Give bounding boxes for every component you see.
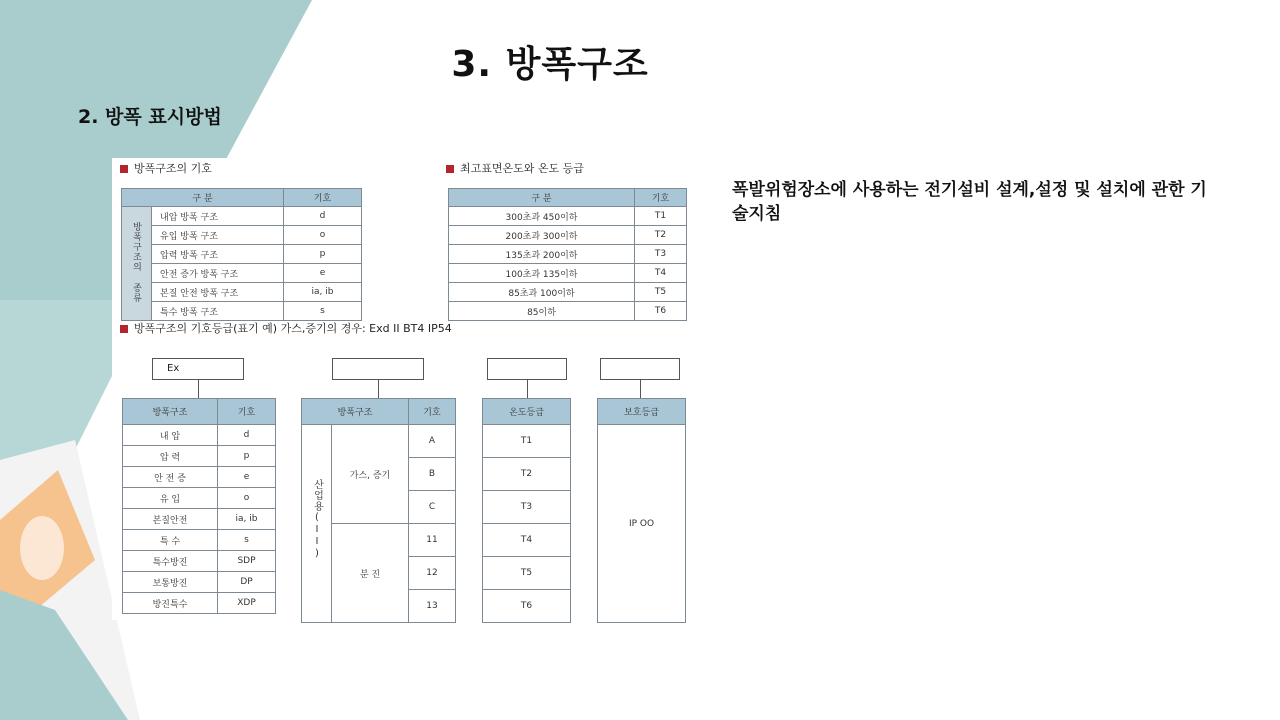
table-cell: 방진특수 — [123, 593, 218, 614]
connector-line — [378, 380, 379, 398]
table-cell: 내압 방폭 구조 — [152, 207, 284, 226]
ex-box: Ex — [152, 358, 244, 380]
table-cell: p — [218, 446, 276, 467]
table-cell: ia, ib — [284, 283, 362, 302]
slide-title: 3. 방폭구조 — [451, 44, 649, 85]
table-cell: 85초과 100이하 — [449, 283, 635, 302]
table-cell: d — [218, 425, 276, 446]
table-cell: p — [284, 245, 362, 264]
table-cell: 압력 방폭 구조 — [152, 245, 284, 264]
table-cell: T4 — [635, 264, 687, 283]
red-square-icon — [120, 325, 128, 333]
table-cell: T6 — [635, 302, 687, 321]
table1-header-category: 구 분 — [122, 189, 284, 207]
section1-title: 방폭구조의 기호 — [120, 160, 212, 176]
table-cell: 특수방진 — [123, 551, 218, 572]
table-cell: o — [218, 488, 276, 509]
table6-header: 보호등급 — [598, 399, 686, 425]
table5-header: 온도등급 — [483, 399, 571, 425]
table-cell: XDP — [218, 593, 276, 614]
table-cell: T1 — [635, 207, 687, 226]
connector-line — [527, 380, 528, 398]
table1-group-label: 방폭구조의 종류 — [122, 207, 152, 321]
table1-header-code: 기호 — [284, 189, 362, 207]
table4-dust-label: 분 진 — [332, 524, 409, 623]
table-cell: 특수 방폭 구조 — [152, 302, 284, 321]
table-cell: T5 — [635, 283, 687, 302]
table-cell: 본질안전 — [123, 509, 218, 530]
table-cell: d — [284, 207, 362, 226]
table4-gas-label: 가스, 증기 — [332, 425, 409, 524]
table-cell: SDP — [218, 551, 276, 572]
table-cell: 내 압 — [123, 425, 218, 446]
table-cell: T2 — [635, 226, 687, 245]
connector-line — [640, 380, 641, 398]
table-cell: o — [284, 226, 362, 245]
red-square-icon — [120, 165, 128, 173]
table-cell: 안 전 증 — [123, 467, 218, 488]
section3-title: 방폭구조의 기호등급(표기 예) 가스,증기의 경우: Exd II BT4 IP54 — [120, 320, 452, 336]
slide-subtitle: 2. 방폭 표시방법 — [78, 106, 222, 128]
table2-header-category: 구 분 — [449, 189, 635, 207]
table-cell: T3 — [635, 245, 687, 264]
table-cell: 135초과 200이하 — [449, 245, 635, 264]
slide-description: 폭발위험장소에 사용하는 전기설비 설계,설정 및 설치에 관한 기술지침 — [732, 180, 1207, 224]
empty-box-temperature — [487, 358, 567, 380]
table-cell: B — [409, 458, 456, 491]
table-cell: 300초과 450이하 — [449, 207, 635, 226]
table-cell: s — [218, 530, 276, 551]
table2-header-code: 기호 — [635, 189, 687, 207]
table-cell: T3 — [483, 491, 571, 524]
table-cell: DP — [218, 572, 276, 593]
table-cell: e — [284, 264, 362, 283]
table-cell: C — [409, 491, 456, 524]
table-cell: 85이하 — [449, 302, 635, 321]
table-cell: 유입 방폭 구조 — [152, 226, 284, 245]
table-cell: 100초과 135이하 — [449, 264, 635, 283]
table-group — [301, 398, 456, 623]
table-cell: 보통방진 — [123, 572, 218, 593]
table-cell: 200초과 300이하 — [449, 226, 635, 245]
table-protection-type — [122, 398, 276, 614]
table-cell: ia, ib — [218, 509, 276, 530]
table4-group-label: 산업용(II) — [302, 425, 332, 623]
empty-box-group — [332, 358, 424, 380]
table-cell: 12 — [409, 557, 456, 590]
table-protection-symbols — [121, 188, 362, 321]
table-cell: e — [218, 467, 276, 488]
connector-line — [198, 380, 199, 398]
table-cell: 특 수 — [123, 530, 218, 551]
table-cell: 압 력 — [123, 446, 218, 467]
table-temperature-class — [448, 188, 687, 321]
table-cell: 유 입 — [123, 488, 218, 509]
table-cell: 본질 안전 방폭 구조 — [152, 283, 284, 302]
table-cell: 안전 증가 방폭 구조 — [152, 264, 284, 283]
table-cell: 13 — [409, 590, 456, 623]
table4-header-code: 기호 — [409, 399, 456, 425]
table-cell: T6 — [483, 590, 571, 623]
table-cell: A — [409, 425, 456, 458]
table-cell: T2 — [483, 458, 571, 491]
table-cell: T4 — [483, 524, 571, 557]
section2-title: 최고표면온도와 온도 등급 — [446, 160, 584, 176]
table-temperature-grade — [482, 398, 571, 623]
table3-header-code: 기호 — [218, 399, 276, 425]
table-cell: s — [284, 302, 362, 321]
table4-header-type: 방폭구조 — [302, 399, 409, 425]
table-cell: 11 — [409, 524, 456, 557]
table-cell: T1 — [483, 425, 571, 458]
empty-box-protection — [600, 358, 680, 380]
red-square-icon — [446, 165, 454, 173]
table6-value: IP OO — [598, 425, 686, 623]
table-protection-grade — [597, 398, 686, 623]
table-cell: T5 — [483, 557, 571, 590]
table3-header-type: 방폭구조 — [123, 399, 218, 425]
explosion-proof-figure — [112, 158, 690, 620]
